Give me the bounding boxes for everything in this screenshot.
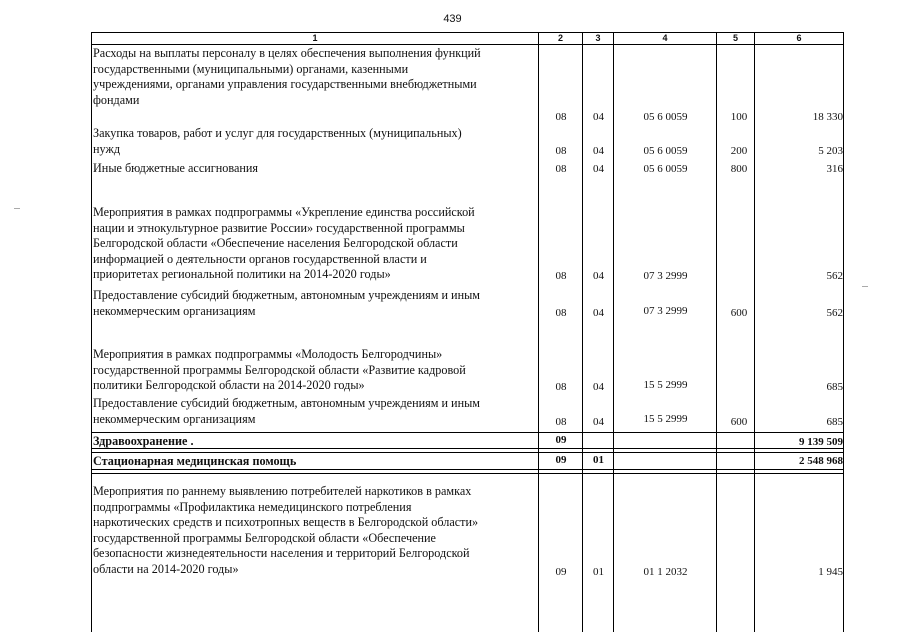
row-text-line: некоммерческим организациям [93, 303, 256, 318]
target-article-code: 05 6 0059 [643, 163, 688, 175]
expense-type-code: 600 [730, 307, 748, 319]
section-code: 08 [555, 163, 567, 175]
subsection-code: 04 [593, 270, 604, 282]
header-col-1: 1 [312, 33, 318, 43]
amount: 562 [826, 270, 843, 282]
expense-type-code: 600 [730, 416, 748, 428]
header-col-2: 2 [557, 33, 563, 43]
header-col-6: 6 [796, 33, 802, 43]
row-border-measures-top [91, 473, 844, 474]
target-article-code: 15 5 2999 [643, 413, 688, 425]
subsection-code: 04 [593, 307, 604, 319]
amount: 685 [826, 381, 843, 393]
row-text-line: учреждениями, органами управления государственными внебюджетными [93, 77, 477, 92]
amount: 562 [826, 307, 843, 319]
amount: 685 [826, 416, 843, 428]
row-text-line: политики Белгородской области на 2014-2020 годы» [93, 378, 365, 393]
row-text-line: некоммерческим организациям [93, 411, 256, 426]
section-code: 08 [555, 416, 567, 428]
row-text-line: государственной программы Белгородской области «Развитие кадровой [93, 362, 466, 377]
row-text-line: государственными (муниципальными) органами, казенными [93, 61, 409, 76]
row-text-line: Мероприятия по раннему выявлению потребителей наркотиков в рамках [93, 484, 472, 498]
row-text-line: Белгородской области «Обеспечение населения Белгородской области [93, 236, 458, 251]
col-border-right [843, 32, 844, 632]
row-text-line: Мероприятия в рамках подпрограммы «Укрепление единства российской [93, 205, 475, 219]
amount: 2 548 968 [799, 455, 843, 467]
header-bottom-border [91, 44, 844, 45]
page-number: 439 [443, 13, 462, 25]
row-text-line: подпрограммы «Профилактика немедицинского потребления [93, 499, 412, 514]
amount: 5 203 [818, 145, 843, 157]
section-code: 08 [555, 111, 567, 123]
target-article-code: 05 6 0059 [643, 111, 688, 123]
section-code: 08 [555, 381, 567, 393]
subsection-code: 04 [593, 145, 604, 157]
row-text-line: нации и этнокультурное развитие России» государственной программы [93, 220, 465, 235]
amount: 9 139 509 [799, 436, 843, 448]
section-code: 09 [555, 434, 567, 446]
target-article-code: 01 1 2032 [643, 566, 688, 578]
subsection-code: 04 [593, 416, 604, 428]
subsection-code: 04 [593, 163, 604, 175]
expense-type-code: 800 [730, 163, 748, 175]
section-code: 08 [555, 270, 567, 282]
row-border-health-top [91, 432, 844, 433]
row-text-line: наркотических средств и психотропных веществ в Белгородской области» [93, 515, 479, 530]
header-col-3: 3 [595, 33, 601, 43]
header-col-5: 5 [732, 33, 738, 43]
amount: 1 945 [818, 566, 843, 578]
expense-type-code: 200 [730, 145, 748, 157]
section-code: 08 [555, 145, 567, 157]
section-code: 09 [555, 566, 567, 578]
subsection-code: 04 [593, 111, 604, 123]
amount: 18 330 [812, 111, 843, 123]
row-text-line: приоритетах региональной политики на 2014-2020 годы» [93, 267, 391, 282]
row-border-inpatient-top [91, 452, 844, 453]
col-border-left [91, 32, 92, 632]
section-code: 09 [555, 454, 567, 466]
row-text-line: области на 2014-2020 годы» [93, 561, 239, 576]
row-text-line: Закупка товаров, работ и услуг для государственных (муниципальных) [93, 126, 462, 140]
row-text-line: нужд [93, 141, 121, 156]
target-article-code: 07 3 2999 [643, 270, 688, 282]
amount: 316 [826, 163, 843, 175]
row-text-line: безопасности жизнедеятельности населения и территорий Белгородской [93, 546, 470, 561]
subsection-code: 04 [593, 381, 604, 393]
row-text-line: Предоставление субсидий бюджетным, автономным учреждениям и иным [93, 288, 480, 302]
row-text-line: фондами [93, 92, 140, 107]
row-text-line: информацией о деятельности органов государственной власти и [93, 251, 427, 266]
row-text-line: Иные бюджетные ассигнования [93, 161, 259, 175]
row-text-line: государственной программы Белгородской области «Обеспечение [93, 530, 436, 545]
row-text-line: Мероприятия в рамках подпрограммы «Молодость Белгородчины» [93, 347, 443, 361]
row-text-line: Расходы на выплаты персоналу в целях обеспечения выполнения функций [93, 46, 481, 60]
subsection-code: 01 [593, 566, 604, 578]
scan-mark [862, 286, 868, 287]
target-article-code: 15 5 2999 [643, 379, 688, 391]
budget-table [91, 32, 844, 632]
section-code: 08 [555, 307, 567, 319]
target-article-code: 07 3 2999 [643, 305, 688, 317]
row-text-line: Здравоохранение . [93, 434, 194, 448]
expense-type-code: 100 [730, 111, 748, 123]
row-text-line: Стационарная медицинская помощь [93, 454, 297, 468]
scan-mark [14, 208, 20, 209]
subsection-code: 01 [593, 454, 604, 466]
header-col-4: 4 [662, 33, 668, 43]
target-article-code: 05 6 0059 [643, 145, 688, 157]
row-text-line: Предоставление субсидий бюджетным, автономным учреждениям и иным [93, 396, 480, 410]
